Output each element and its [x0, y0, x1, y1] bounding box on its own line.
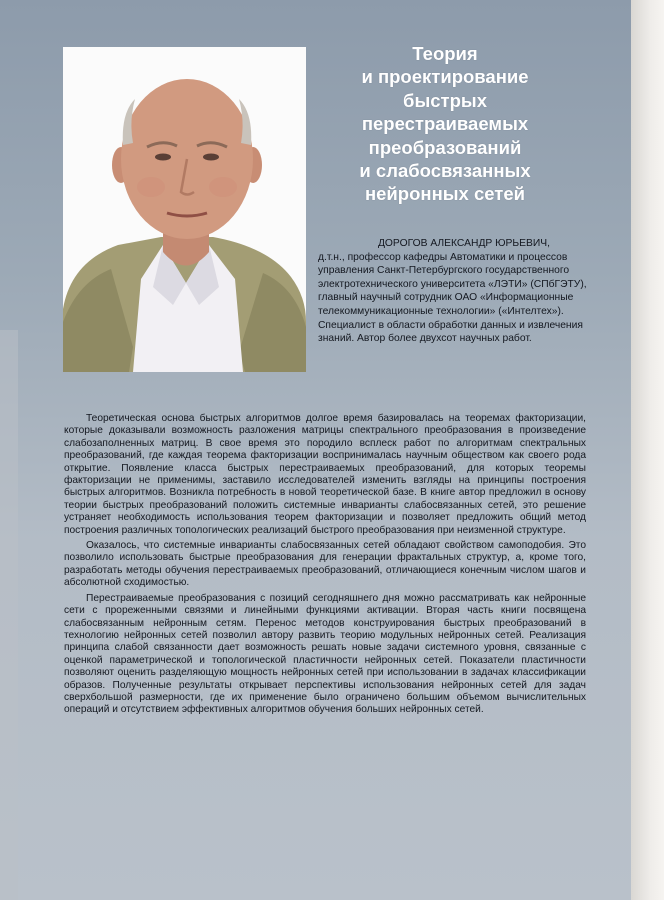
book-title-line: преобразований — [368, 136, 522, 158]
author-name: ДОРОГОВ АЛЕКСАНДР ЮРЬЕВИЧ, — [377, 238, 551, 249]
book-title-line: нейронных сетей — [364, 183, 526, 205]
book-title-line: Теория — [412, 43, 478, 64]
annotation-paragraph: Оказалось, что системные инварианты слабосвязанных сетей обладают свойством самоподобия. Это позволило использовать быстрые преобразования для генерации фрактальных структур, а, кроме того, разработать методы обучения перестраиваемых преобразований, отличающиеся конечным числом шагов и абсолютной сходимостью. — [64, 540, 586, 589]
book-title-line: быстрых — [403, 89, 487, 111]
author-portrait-illustration — [63, 47, 306, 372]
annotation-text — [64, 413, 586, 717]
page-edge — [631, 0, 664, 900]
book-title-line: перестраиваемых — [361, 113, 529, 135]
cover-side-strip — [0, 330, 18, 900]
book-title-line: и проектирование — [361, 66, 529, 88]
author-bio-text: д.т.н., профессор кафедры Автоматики и процессов управления Санкт-Петербургского государственного электротехнического университета «ЛЭТИ» (СПбГЭТУ), главный научный сотрудник ОАО «Информационные телекоммуникационные технологии» («Интелтех»). Специалист в области обработки данных и извлечения знаний. Автор более двухсот научных работ. — [318, 251, 587, 345]
author-bio — [318, 237, 610, 346]
author-photo — [63, 47, 306, 372]
annotation-paragraph: Теоретическая основа быстрых алгоритмов долгое время базировалась на теоремах факторизации, которые доказывали возможность разложения матрицы спектрального преобразования в произведение слабозаполненных матриц. В свое время это породило всплеск работ по алгоритмам спектральных преобразований, где каждая теорема факторизации воспринималась научным обществом как своего рода открытие. Появление класса быстрых перестраиваемых преобразований, для которых теоремы факторизации не применимы, заставило исследователей изменить взгляды на принципы построения быстрых алгоритмов. Возникла потребность в новой теоретической базе. В книге автор предложил в основу теории быстрых преобразований положить системные инварианты слабосвязанных сетей, это решение устраняет необходимость использования теорем факторизации и позволяет предложить общий метод построения различных топологических реализаций быстрого преобразования при неизменной структуре. — [64, 413, 586, 536]
annotation-paragraph: Перестраиваемые преобразования с позиций сегодняшнего дня можно рассматривать как нейронные сети с прореженными связями и линейными функциями активации. Вторая часть книги посвящена слабосвязанным нейронным сетям. Перенос методов конструирования быстрых преобразований в технологию нейронных сетей позволил автору развить теорию модульных нейронных сетей. Реализация принципа слабой связанности дает возможность решать новые задачи системного уровня, связанные с оценкой параметрической и топологической пластичности нейронных сетей. Показатели пластичности позволяют оценить разделяющую мощность нейронных сетей при использовании в задачах классификации образов. Полученные результаты открывает перспективы использования нейронных сетей для задач сверхбольшой размерности, где их применение было ограничено большим объемом вычислительных операций и отсутствием эффективных алгоритмов обучения больших нейронных сетей. — [64, 592, 586, 716]
book-title-line: и слабосвязанных — [359, 160, 531, 182]
book-title — [322, 42, 568, 206]
